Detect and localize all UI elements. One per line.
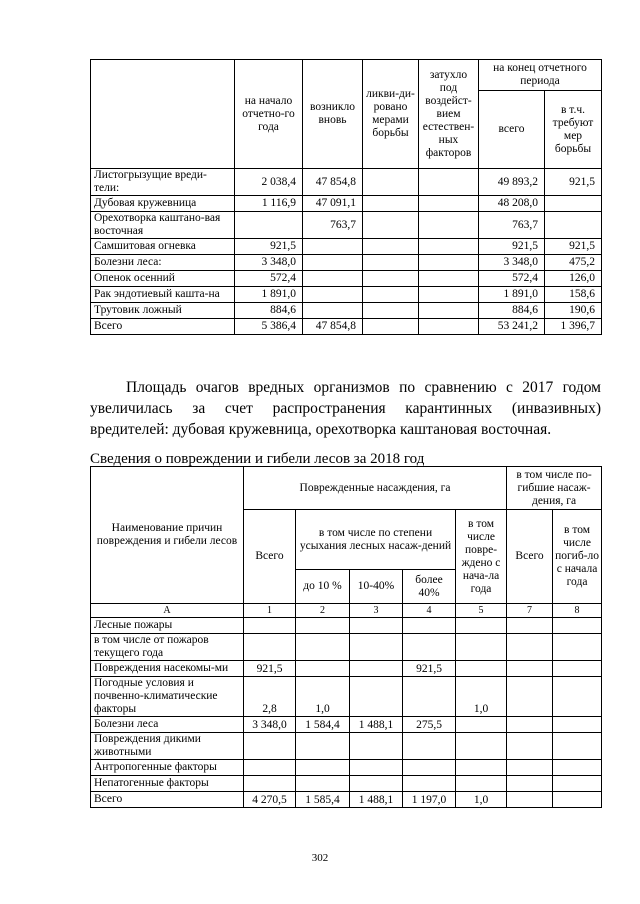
t1-cell-new bbox=[303, 271, 363, 287]
t2-cell-c7 bbox=[507, 760, 553, 776]
table-row bbox=[91, 760, 602, 776]
t1-cell-name: Орехотворка каштано-вая восточная bbox=[91, 212, 235, 239]
t1-cell-need bbox=[545, 196, 602, 212]
t1-cell-ext bbox=[419, 319, 479, 335]
t2-cell-c8 bbox=[553, 661, 602, 677]
t2-cell-c4 bbox=[403, 776, 456, 792]
t2-cell-c2 bbox=[296, 661, 350, 677]
t2-cell-c5 bbox=[456, 717, 507, 733]
t1-cell-total: 763,7 bbox=[479, 212, 545, 239]
t1-header-end-period: на конец отчетного периода bbox=[479, 60, 602, 91]
t1-cell-liq bbox=[363, 169, 419, 196]
t1-cell-liq bbox=[363, 196, 419, 212]
t1-cell-new: 47 854,8 bbox=[303, 319, 363, 335]
t2-cell-name: Лесные пожары bbox=[91, 618, 244, 634]
t1-cell-ext bbox=[419, 303, 479, 319]
table-row bbox=[91, 776, 602, 792]
t1-header-start: на начало отчетно-го года bbox=[235, 60, 303, 169]
column-index-cell: 5 bbox=[456, 604, 507, 618]
t2-cell-c4 bbox=[403, 634, 456, 661]
t1-cell-need: 190,6 bbox=[545, 303, 602, 319]
t1-cell-new bbox=[303, 287, 363, 303]
t2-header-reason: Наименование причин повреждения и гибели лесов bbox=[91, 467, 244, 604]
t2-cell-c5 bbox=[456, 760, 507, 776]
t1-cell-total: 921,5 bbox=[479, 239, 545, 255]
t1-cell-total: 3 348,0 bbox=[479, 255, 545, 271]
t2-cell-c2: 1,0 bbox=[296, 677, 350, 717]
t1-cell-liq bbox=[363, 287, 419, 303]
t1-cell-name: Трутовик ложный bbox=[91, 303, 235, 319]
t2-cell-name: Всего bbox=[91, 792, 244, 808]
t1-cell-start: 5 386,4 bbox=[235, 319, 303, 335]
t2-cell-c8 bbox=[553, 618, 602, 634]
t2-cell-c7 bbox=[507, 618, 553, 634]
t2-cell-c5 bbox=[456, 661, 507, 677]
damage-table bbox=[90, 466, 602, 808]
t2-cell-c1: 4 270,5 bbox=[244, 792, 296, 808]
t1-cell-start bbox=[235, 212, 303, 239]
t2-cell-c3 bbox=[350, 733, 403, 760]
t2-cell-c4 bbox=[403, 618, 456, 634]
table-row bbox=[91, 169, 602, 196]
t1-header-extinct: затухло под воздейст-вием естествен-ных факторов bbox=[419, 60, 479, 169]
t1-cell-start: 884,6 bbox=[235, 303, 303, 319]
t2-cell-c4 bbox=[403, 677, 456, 717]
t1-cell-need: 1 396,7 bbox=[545, 319, 602, 335]
t2-cell-c4: 921,5 bbox=[403, 661, 456, 677]
t2-cell-c5 bbox=[456, 618, 507, 634]
t2-cell-c3 bbox=[350, 634, 403, 661]
t1-cell-liq bbox=[363, 212, 419, 239]
t1-header-end-total: всего bbox=[479, 91, 545, 169]
t2-cell-c5: 1,0 bbox=[456, 677, 507, 717]
t2-header-degree-1: до 10 % bbox=[296, 570, 350, 604]
page-number: 302 bbox=[311, 852, 329, 864]
body-paragraph: Площадь очагов вредных организмов по сравнению с 2017 годом увеличилась за счет распространения карантинных (инвазивных) вредителей: дубовая кружевница, орехотворка каштановая восточная. bbox=[90, 379, 601, 438]
column-index-cell: 7 bbox=[507, 604, 553, 618]
t2-cell-c2 bbox=[296, 760, 350, 776]
t2-header-dead-start: в том числе погиб-ло с начала года bbox=[553, 510, 602, 604]
t1-header-empty bbox=[91, 60, 235, 169]
t2-cell-c8 bbox=[553, 733, 602, 760]
table2-caption: Сведения о повреждении и гибели лесов за 2018 год bbox=[90, 451, 425, 467]
t2-cell-c7 bbox=[507, 717, 553, 733]
table-row bbox=[91, 717, 602, 733]
t2-cell-c7 bbox=[507, 733, 553, 760]
t2-cell-c8 bbox=[553, 717, 602, 733]
t1-cell-total: 1 891,0 bbox=[479, 287, 545, 303]
t1-cell-start: 2 038,4 bbox=[235, 169, 303, 196]
table-row bbox=[91, 661, 602, 677]
t2-cell-c8 bbox=[553, 760, 602, 776]
t1-cell-start: 1 116,9 bbox=[235, 196, 303, 212]
t2-cell-c7 bbox=[507, 661, 553, 677]
t2-cell-c8 bbox=[553, 677, 602, 717]
t2-header-damaged: Поврежденные насаждения, га bbox=[244, 467, 507, 510]
t1-cell-ext bbox=[419, 169, 479, 196]
t2-cell-name: Болезни леса bbox=[91, 717, 244, 733]
t1-cell-total: 49 893,2 bbox=[479, 169, 545, 196]
t1-cell-ext bbox=[419, 255, 479, 271]
t2-header-dead: в том числе по-гибшие насаж-дения, га bbox=[507, 467, 602, 510]
t1-cell-liq bbox=[363, 239, 419, 255]
t2-cell-c5 bbox=[456, 776, 507, 792]
t2-cell-c2 bbox=[296, 776, 350, 792]
table-row bbox=[91, 196, 602, 212]
t2-cell-c8 bbox=[553, 792, 602, 808]
t1-cell-ext bbox=[419, 271, 479, 287]
t2-cell-c8 bbox=[553, 634, 602, 661]
t1-cell-new bbox=[303, 239, 363, 255]
t2-cell-c4 bbox=[403, 733, 456, 760]
t2-cell-c3 bbox=[350, 618, 403, 634]
t1-cell-new: 47 854,8 bbox=[303, 169, 363, 196]
t2-header-damaged-start: в том числе повре-ждено с нача-ла года bbox=[456, 510, 507, 604]
t2-cell-c5 bbox=[456, 733, 507, 760]
t1-cell-total: 884,6 bbox=[479, 303, 545, 319]
t1-cell-ext bbox=[419, 287, 479, 303]
t2-header-degree-2: 10-40% bbox=[350, 570, 403, 604]
t2-cell-c4: 1 197,0 bbox=[403, 792, 456, 808]
t1-cell-ext bbox=[419, 239, 479, 255]
column-index-cell: 8 bbox=[553, 604, 602, 618]
t1-cell-need bbox=[545, 212, 602, 239]
t2-cell-c2 bbox=[296, 733, 350, 760]
t2-cell-c1 bbox=[244, 618, 296, 634]
t2-cell-name: Повреждения дикими животными bbox=[91, 733, 244, 760]
column-index-cell: 2 bbox=[296, 604, 350, 618]
table-row bbox=[91, 287, 602, 303]
table-row bbox=[91, 634, 602, 661]
t1-cell-need: 921,5 bbox=[545, 239, 602, 255]
t1-cell-liq bbox=[363, 271, 419, 287]
t1-cell-ext bbox=[419, 212, 479, 239]
table-row bbox=[91, 303, 602, 319]
table-row bbox=[91, 212, 602, 239]
t1-header-end-need: в т.ч. требуют мер борьбы bbox=[545, 91, 602, 169]
t1-cell-liq bbox=[363, 255, 419, 271]
t2-cell-name: Антропогенные факторы bbox=[91, 760, 244, 776]
t2-cell-c3: 1 488,1 bbox=[350, 717, 403, 733]
t1-cell-new: 763,7 bbox=[303, 212, 363, 239]
column-index-cell: 3 bbox=[350, 604, 403, 618]
t2-cell-c3 bbox=[350, 776, 403, 792]
t2-cell-c1: 3 348,0 bbox=[244, 717, 296, 733]
column-index-cell: 4 bbox=[403, 604, 456, 618]
t1-cell-name: Болезни леса: bbox=[91, 255, 235, 271]
t2-header-dead-total: Всего bbox=[507, 510, 553, 604]
t1-cell-new bbox=[303, 303, 363, 319]
t1-header-new: возникло вновь bbox=[303, 60, 363, 169]
t2-cell-c3 bbox=[350, 677, 403, 717]
t1-cell-total: 572,4 bbox=[479, 271, 545, 287]
table-row bbox=[91, 677, 602, 717]
t2-cell-c2 bbox=[296, 634, 350, 661]
column-index-cell: 1 bbox=[244, 604, 296, 618]
t1-cell-start: 921,5 bbox=[235, 239, 303, 255]
t2-cell-c2 bbox=[296, 618, 350, 634]
t2-header-total: Всего bbox=[244, 510, 296, 604]
t2-cell-c1 bbox=[244, 733, 296, 760]
t1-cell-ext bbox=[419, 196, 479, 212]
pests-table bbox=[90, 59, 602, 335]
t2-cell-c3: 1 488,1 bbox=[350, 792, 403, 808]
t2-cell-c4: 275,5 bbox=[403, 717, 456, 733]
t2-cell-c5: 1,0 bbox=[456, 792, 507, 808]
t2-cell-c3 bbox=[350, 661, 403, 677]
t1-cell-need: 921,5 bbox=[545, 169, 602, 196]
t2-cell-name: Непатогенные факторы bbox=[91, 776, 244, 792]
t1-cell-name: Листогрызущие вреди-тели: bbox=[91, 169, 235, 196]
t2-cell-c8 bbox=[553, 776, 602, 792]
t1-cell-total: 53 241,2 bbox=[479, 319, 545, 335]
t1-cell-need: 475,2 bbox=[545, 255, 602, 271]
t1-cell-start: 3 348,0 bbox=[235, 255, 303, 271]
t2-header-by-degree: в том числе по степени усыхания лесных насаж-дений bbox=[296, 510, 456, 570]
t2-cell-name: в том числе от пожаров текущего года bbox=[91, 634, 244, 661]
t1-cell-name: Дубовая кружевница bbox=[91, 196, 235, 212]
table-row bbox=[91, 733, 602, 760]
t1-cell-start: 572,4 bbox=[235, 271, 303, 287]
column-index-cell: А bbox=[91, 604, 244, 618]
column-index-row bbox=[91, 604, 602, 618]
t2-cell-c1 bbox=[244, 776, 296, 792]
t1-cell-need: 158,6 bbox=[545, 287, 602, 303]
t2-cell-c1 bbox=[244, 634, 296, 661]
t2-cell-c3 bbox=[350, 760, 403, 776]
t2-cell-name: Повреждения насекомы-ми bbox=[91, 661, 244, 677]
t2-cell-c7 bbox=[507, 634, 553, 661]
t2-cell-c7 bbox=[507, 677, 553, 717]
t1-cell-liq bbox=[363, 303, 419, 319]
table-row bbox=[91, 792, 602, 808]
t2-header-degree-3: более 40% bbox=[403, 570, 456, 604]
t1-cell-liq bbox=[363, 319, 419, 335]
t2-cell-name: Погодные условия и почвенно-климатические факторы bbox=[91, 677, 244, 717]
t2-cell-c4 bbox=[403, 760, 456, 776]
t1-cell-start: 1 891,0 bbox=[235, 287, 303, 303]
t1-cell-name: Самшитовая огневка bbox=[91, 239, 235, 255]
t1-header-liquidated: ликви-ди-ровано мерами борьбы bbox=[363, 60, 419, 169]
t2-cell-c1: 921,5 bbox=[244, 661, 296, 677]
t1-cell-name: Всего bbox=[91, 319, 235, 335]
table-row bbox=[91, 319, 602, 335]
t1-cell-name: Опенок осенний bbox=[91, 271, 235, 287]
t1-cell-name: Рак эндотиевый кашта-на bbox=[91, 287, 235, 303]
t2-cell-c7 bbox=[507, 792, 553, 808]
t1-cell-new: 47 091,1 bbox=[303, 196, 363, 212]
t1-cell-total: 48 208,0 bbox=[479, 196, 545, 212]
table-row bbox=[91, 239, 602, 255]
t2-cell-c7 bbox=[507, 776, 553, 792]
table-row bbox=[91, 271, 602, 287]
t2-cell-c5 bbox=[456, 634, 507, 661]
t2-cell-c2: 1 584,4 bbox=[296, 717, 350, 733]
t2-cell-c1: 2,8 bbox=[244, 677, 296, 717]
t2-cell-c2: 1 585,4 bbox=[296, 792, 350, 808]
t2-cell-c1 bbox=[244, 760, 296, 776]
t1-cell-need: 126,0 bbox=[545, 271, 602, 287]
table-row bbox=[91, 618, 602, 634]
table-row bbox=[91, 255, 602, 271]
t1-cell-new bbox=[303, 255, 363, 271]
